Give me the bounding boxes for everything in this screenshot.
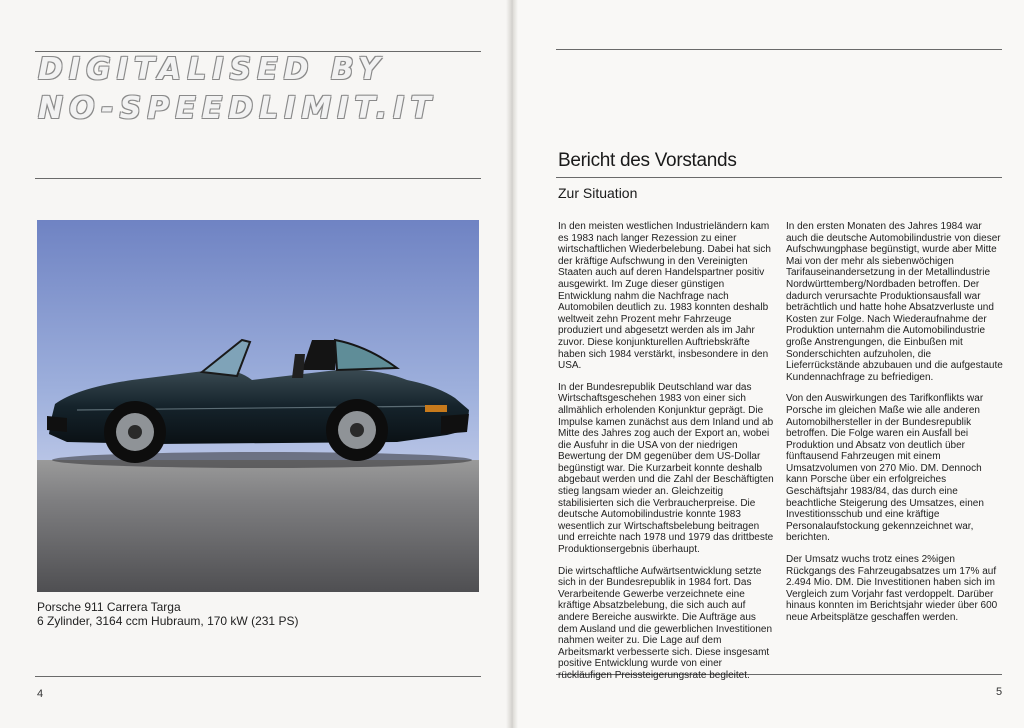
paragraph: In der Bundesrepublik Deutschland war das Wirtschaftsgeschehen 1983 von einer sich allmählich erholenden Konjunktur geprägt. Die Impulse kamen zunächst aus dem Inland und ab Mitte des Jahres zog auch der Export an, wobei die Ausfuhr in die USA von der niedrigen Bewertung der DM gegenüber dem US-Dollar begünstigt war. Die Kurzarbeit konnte deshalb abgebaut werden und die Zahl der Beschäftigten stieg langsam wieder an. Gleichzeitig stabilisierten sich die Verbraucherpreise. Die deutsche Automobilindustrie konnte 1983 wesentlich zur Wirtschaftsbelebung beitragen und erreichte nach 1978 und 1979 das drittbeste Produktionsergebnis überhaupt. bbox=[558, 381, 774, 556]
book-gutter bbox=[506, 0, 518, 728]
watermark-line-2: NO-SPEEDLIMIT.IT bbox=[38, 91, 437, 126]
paragraph: In den ersten Monaten des Jahres 1984 war auch die deutsche Automobilindustrie von dieser Aufschwungphase begünstigt, wurde aber Mitte Mai von der mehr als siebenwöchigen Tarifauseinandersetzung in der Metallindustrie Nordwürttemberg/Nordbaden betroffen. Der dadurch verursachte Produktionsausfall war beträchtlich und hatte hohe Absatzverluste und Kosten zur Folge. Nach Wiederaufnahme der Produktion unternahm die Automobilindustrie große Anstrengungen, die Einbußen mit Sonderschichten aufzuholen, die Lieferrückstände abzubauen und die aufgestaute Kundennachfrage zu befriedigen. bbox=[786, 221, 1003, 383]
left-bottom-rule bbox=[35, 676, 481, 677]
text-column-1 bbox=[558, 221, 776, 692]
page-number-left: 4 bbox=[37, 688, 44, 700]
paragraph: In den meisten westlichen Industrieländern kam es 1983 nach langer Rezession zu einer wirtschaftlichen Wiederbelebung. Dabei hat sich der kräftige Aufschwung in den Vereinigten Staaten auch auf deren Handelspartner positiv ausgewirkt. Im Zuge dieser günstigen Entwicklung nahm die Nachfrage nach Automobilen deutlich zu. 1983 konnten deshalb weltweit zehn Prozent mehr Fahrzeuge produziert und abgesetzt werden als im Jahr zuvor. Diese konjunkturellen Auftriebskräfte haben sich 1984 verstärkt, insbesondere in den USA. bbox=[558, 221, 771, 372]
photo-caption bbox=[37, 600, 298, 628]
caption-specs: 6 Zylinder, 3164 ccm Hubraum, 170 kW (231 PS) bbox=[37, 614, 299, 628]
paragraph: Die wirtschaftliche Aufwärtsentwicklung setzte sich in der Bundesrepublik in 1984 fort. Das Verarbeitende Gewerbe verzeichnete eine kräftige Absatzbelebung, die sich auch auf andere Bereiche auswirkte. Die Aufträge aus dem Ausland und die gewerblichen Investitionen nahmen weiter zu. Die Lage auf dem Arbeitsmarkt verbesserte sich. Diese insgesamt positive Entwicklung wurde von einer rückläufigen Preissteigerungsrate begleitet. bbox=[558, 565, 773, 681]
right-top-rule bbox=[556, 49, 1002, 50]
page-title: Bericht des Vorstands bbox=[558, 150, 737, 171]
caption-model: Porsche 911 Carrera Targa bbox=[37, 600, 181, 614]
watermark-line-1: DIGITALISED BY bbox=[38, 52, 386, 87]
paragraph: Der Umsatz wuchs trotz eines 2%igen Rückgangs des Fahrzeugabsatzes um 17% auf 2.494 Mio. DM. Die Investitionen haben sich im Vergleich zum Vorjahr fast verdoppelt. Darüber hinaus konnten im Berichtsjahr wieder über 600 neue Arbeitsplätze geschaffen werden. bbox=[786, 554, 998, 623]
paragraph: Von den Auswirkungen des Tarifkonflikts war Porsche im gleichen Maße wie alle anderen Automobilhersteller in der Bundesrepublik betroffen. Die Folge waren ein Ausfall bei Produktion und Absatz von deutlich über fünftausend Fahrzeugen mit einem Umsatzvolumen von 270 Mio. DM. Dennoch kann Porsche über ein erfolgreiches Geschäftsjahr 1983/84, das durch eine beachtliche Steigerung des Umsatzes, einen Investitionsschub und eine kräftige Personalaufstockung gekennzeichnet war, berichten. bbox=[786, 393, 984, 544]
car-photo bbox=[37, 220, 479, 592]
right-mid-rule bbox=[556, 177, 1002, 178]
text-column-2 bbox=[786, 221, 1004, 634]
left-mid-rule bbox=[35, 178, 481, 179]
page-number-right: 5 bbox=[996, 686, 1003, 698]
section-subtitle: Zur Situation bbox=[558, 185, 638, 201]
